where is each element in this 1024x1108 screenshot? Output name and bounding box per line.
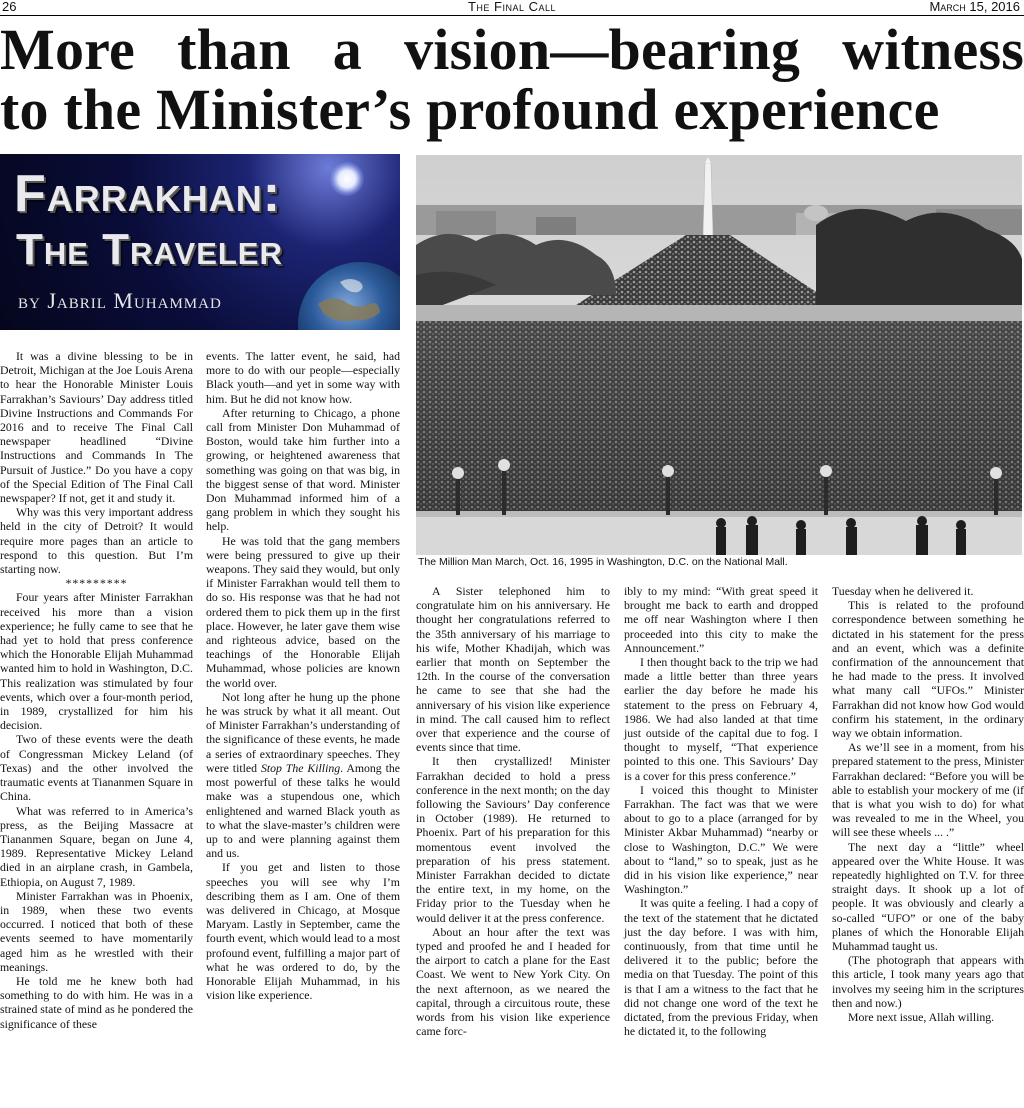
folio-bar	[0, 0, 1024, 16]
column-banner	[0, 154, 400, 330]
paragraph: events. The latter event, he said, had more to do with our people—especially Black youth—and yet in some way with him. But he did not know how.	[206, 349, 400, 406]
article-column-5	[832, 584, 1024, 1024]
paragraph: It then crystallized! Minister Farrakhan decided to hold a press conference in the next month; on the day following the Saviours’ Day conference in October (1989). He returned to Phoenix. Part of his preparation for this momentous event involved the preparation of his press statement. Minister Farrakhan decided to dictate the entire text, in my home, on the Friday prior to the Tuesday when he would deliver it at the press conference.	[416, 754, 610, 925]
paragraph: (The photograph that appears with this article, I took many years ago that involves my seeing him in the scriptures then and now.)	[832, 953, 1024, 1010]
paragraph	[206, 690, 400, 860]
paragraph: He was told that the gang members were being pressured to give up their weapons. They said they would, but only if Minister Farrakhan would tell them to do so. His response was that he had not ordered them to pick them up in the first place. However, he later gave them wise and righteous advice, based on the teachings of the Honorable Elijah Muhammad, whose policies are known the world over.	[206, 533, 400, 690]
paragraph: I voiced this thought to Minister Farrakhan. The fact was that we were about to go to a place (arranged for by Minister Akbar Muhammad) “nearby or close to Washington, D.C.” We were about to “land,” so to speak, just as he did in his vision like experience,” near Washington.”	[624, 782, 818, 897]
crowd-photo-illustration	[416, 155, 1022, 555]
issue-date: March 15, 2016	[929, 0, 1020, 14]
paragraph: Two of these events were the death of Congressman Mickey Leland (of Texas) and the other involved the traumatic events at Tiananmen Square in China.	[0, 732, 193, 804]
paragraph-text: . Among the most powerful of these talks he would make was a stupendous one, which enlightened and warned Black youth as to what the slave-master’s children were up to and were planning against them and us.	[206, 760, 400, 861]
speech-title: Stop The Killing	[260, 760, 341, 775]
paragraph: Tuesday when he delivered it.	[832, 584, 974, 598]
article-column-1	[0, 349, 193, 1031]
banner-title-line-1: Farrakhan:	[14, 165, 282, 223]
paragraph: A Sister telephoned him to congratulate him on his anniversary. He thought her congratulations referred to the 35th anniversary of his marriage to his wife, Mother Khadijah, which was earlier that month on September the 12th. In the course of the conversation he came to see that she had the anniversary of his vision like experience in mind. The call caused him to reflect over that experience and the course of events since that time.	[416, 584, 610, 755]
photo-caption: The Million Man March, Oct. 16, 1995 in Washington, D.C. on the National Mall.	[418, 556, 788, 568]
paragraph: It was a divine blessing to be in Detroit, Michigan at the Joe Louis Arena to hear the Honorable Minister Louis Farrakhan’s Saviours’ Day address titled Divine Instructions and Commands For 2016 and to receive The Final Call newspaper headlined “Divine Instructions and Commands In The Pursuit of Justice.” Do you have a copy of the Special Edition of The Final Call newspaper? If not, get it and study it.	[0, 349, 193, 506]
paragraph: What was referred to in America’s press, as the Beijing Massacre at Tiananmen Square, began on June 4, 1989. Representative Mickey Leland died in an airplane crash, in Gambela, Ethiopia, on August 7, 1989.	[0, 803, 193, 889]
byline: by Jabril Muhammad	[18, 288, 222, 313]
publication-name: The Final Call	[467, 0, 557, 14]
headline	[0, 17, 1024, 142]
paragraph: Why was this very important address held in the city of Detroit? It would require more pages than an article to respond to this question. But I’m starting now.	[0, 505, 193, 577]
paragraph: More next issue, Allah willing.	[848, 1010, 995, 1025]
paragraph: This is related to the profound correspondence between something he dictated in his statement for the press and an event, which was a definite confirmation of the announcement that he had made to the press. It involved what many call “UFOs.” Minister Farrakhan did not know how God would confirm his statement, in the ordinary way we obtain information.	[832, 598, 1024, 741]
article-column-3	[416, 584, 610, 1039]
paragraph: As we’ll see in a moment, from his prepared statement to the press, Minister Farrakhan declared: “Before you will be able to establish your mockery of me (if that is what you wish to do) for what was revealed to me in the Wheel, you will see these wheels ... .”	[832, 740, 1024, 840]
paragraph: Four years after Minister Farrakhan received his more than a vision experience; he fully came to see that he had yet to hold that press conference which the Honorable Elijah Muhammad wanted him to hold in Washington, D.C. This realization was stimulated by four events, which over a four-month period, in 1989, crystallized for him his decision.	[0, 590, 193, 733]
million-man-march-photo	[416, 155, 1022, 555]
paragraph: The next day a “little” wheel appeared over the White House. It was repeatedly highlighted on T.V. for three straight days. It shook up a lot of people. It was obviously and clearly a so-called “UFO” or one of the baby planes of which the Honorable Elijah Muhammad taught us.	[832, 839, 1024, 954]
headline-line-2: to the Minister’s profound experience	[0, 77, 940, 142]
paragraph: I then thought back to the trip we had made a little better than three years earlier the day before he made his statement to the press on February 4, 1986. We had also landed at that time just outside of the capital due to fog. I thought to myself, “That experience pointed to this one. This Saviours’ Day is a cover for this press conference.”	[624, 655, 818, 783]
paragraph: It was quite a feeling. I had a copy of the text of the statement that he dictated just the day before. I was with him, continuously, from that time until he delivered it to the public; before the media on that Tuesday. The point of this is that I am a witness to the fact that he did not change one word of the text he dictated, from the previous Friday, when he dictated it, to the following	[624, 896, 818, 1039]
paragraph: If you get and listen to those speeches you will see why I’m describing them as I am. One of them was delivered in Chicago, at Mosque Maryam. Lastly in September, came the fourth event, which would lead to a most profound event, fulfilling a major part of what he was ordered to do, by the Honorable Elijah Muhammad, in his vision like experience.	[206, 860, 400, 1003]
paragraph: Minister Farrakhan was in Phoenix, in 1989, when these two events occurred. I noticed that both of these events seemed to have momentarily aged him as he wrestled with their meanings.	[0, 888, 193, 974]
article-column-4	[624, 584, 818, 1039]
paragraph: About an hour after the text was typed and proofed he and I headed for the airport to catch a plane for the East Coast. We went to New York City. On the next afternoon, as we neared the capital, through a circuitous route, these words from his vision like experience came forc-	[416, 924, 610, 1039]
article-column-2	[206, 349, 400, 1002]
paragraph: He told me he knew both had something to do with him. He was in a strained state of mind as he pondered the significance of these	[0, 973, 193, 1031]
paragraph: ibly to my mind: “With great speed it brought me back to earth and dropped me off near Washington where I then proceeded into this city to make the Announcement.”	[624, 584, 818, 655]
banner-title-line-2: The Traveler	[16, 225, 283, 274]
paragraph: After returning to Chicago, a phone call from Minister Don Muhammad of Boston, would take him further into a growing, or heightened awareness that something was going on that was big, in the biggest sense of that word. Minister Don Muhammad informed him of a gang problem in which they sought his help.	[206, 405, 400, 534]
paragraph-text: Not long after he hung up the phone he was struck by what it all meant. Out of Minister Farrakhan’s understanding of the significance of these events, he made a series of extraordinary speeches. They were titled	[206, 689, 400, 775]
section-separator: *********	[65, 576, 128, 591]
headline-line-1: More than a vision—bearing witness	[0, 17, 1024, 82]
page-number: 26	[2, 0, 17, 14]
